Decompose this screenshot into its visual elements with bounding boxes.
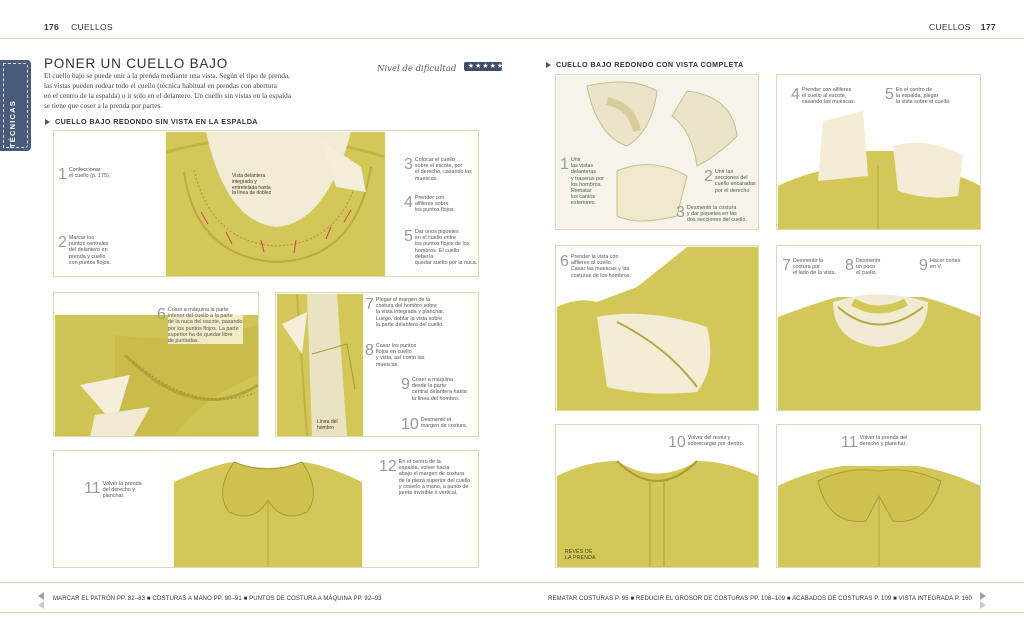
step-line: dos secciones del cuello.: [686, 217, 747, 224]
step-r11: [841, 435, 951, 450]
note-vista-delantera: [232, 174, 288, 197]
step-12: [379, 459, 479, 496]
note-line: Vista delantera: [232, 173, 266, 179]
step-line: en el cuello entre: [414, 235, 456, 242]
step-line: los cantos: [570, 194, 596, 201]
step-line: sobrecargar por dentro.: [687, 441, 745, 448]
step-line: y vista, así como las: [375, 355, 425, 362]
photo-collar-pinned: [166, 132, 385, 276]
step-number: 10: [401, 416, 419, 433]
right-section-heading-text: CUELLO BAJO REDONDO CON VISTA COMPLETA: [556, 60, 744, 69]
step-line: Prender la vista con: [570, 254, 619, 260]
top-rule: [0, 38, 1024, 39]
step-line: desde la parte: [411, 383, 447, 390]
step-r3: [676, 205, 759, 224]
step-6: [157, 307, 257, 344]
step-text: [930, 258, 961, 270]
step-text: [860, 435, 908, 447]
left-page-header: [44, 22, 113, 32]
step-line: el derecho, casando las: [414, 169, 472, 176]
tab-label: TÉCNICAS: [8, 100, 17, 148]
step-line: Volver del revés y: [687, 435, 731, 441]
right-page-header: [929, 22, 996, 32]
step-r8: [845, 258, 905, 277]
step-text: [688, 435, 744, 447]
step-line: el cuello al escote,: [801, 93, 847, 100]
step-1: [58, 167, 162, 182]
step-line: Unir: [570, 157, 581, 163]
step-line: Casar los puntos: [375, 343, 417, 349]
step-r6: [560, 254, 670, 279]
step-number: 6: [560, 253, 569, 270]
note-linea-hombro: [317, 420, 338, 432]
right-footer-links: [548, 596, 972, 602]
page-title: PONER UN CUELLO BAJO: [44, 56, 229, 71]
step-line: alfileres sobre: [414, 201, 449, 208]
photo-facing-fold: [277, 294, 363, 436]
step-number: 9: [919, 257, 928, 274]
footer-rule-top: [0, 582, 1024, 583]
footer-link[interactable]: MARCAR EL PATRÓN PP. 82–83: [53, 596, 146, 602]
step-r9: [919, 258, 981, 273]
step-line: alfileres al cuello.: [570, 260, 613, 267]
step-5: [404, 229, 478, 266]
step-text: [571, 254, 631, 279]
step-line: la línea del hombro.: [411, 395, 460, 402]
step-number: 8: [845, 257, 854, 274]
step-line: Hacer cortes: [929, 258, 961, 264]
left-section-heading-text: CUELLO BAJO REDONDO SIN VISTA EN LA ESPALDA: [55, 117, 258, 126]
step-line: central delantera hasta: [411, 389, 467, 396]
step-r5: [885, 87, 981, 106]
step-line: En el centro de la: [398, 459, 441, 465]
step-line: inferior del cuello a la parte: [167, 313, 233, 320]
step-line: muescas.: [414, 175, 438, 182]
step-line: de la pieza superior del cuello: [398, 477, 471, 484]
step-text: [399, 459, 470, 496]
right-page-number: 177: [980, 22, 996, 32]
step-4: [404, 195, 478, 214]
step-line: jareta invisible o vertical.: [398, 490, 458, 497]
step-text: [715, 169, 756, 194]
panel-r-step-6: [555, 245, 759, 411]
step-line: el cuello.: [855, 270, 878, 277]
intro-paragraph: [44, 71, 334, 111]
step-line: secciones del: [714, 175, 748, 182]
step-line: Casar las muescas y las: [570, 266, 630, 273]
footer-separator: ■: [146, 596, 153, 602]
left-running-head: CUELLOS: [71, 22, 113, 32]
note-line: LA PRENDA: [565, 554, 596, 561]
step-text: [802, 87, 855, 106]
next-page-arrow-icon[interactable]: [980, 601, 986, 609]
step-line: puntos centrales: [68, 241, 109, 248]
step-2: [58, 235, 162, 266]
note-line: Línea del: [317, 419, 338, 425]
footer-link[interactable]: VISTA INTEGRADA P. 160: [898, 596, 972, 602]
step-line: Prender con alfileres: [801, 87, 852, 93]
footer-separator: ■: [630, 596, 636, 602]
step-number: 9: [401, 376, 410, 393]
step-number: 11: [841, 434, 858, 451]
prev-page-arrow-icon[interactable]: [38, 601, 44, 609]
right-section-heading: [546, 60, 744, 69]
step-number: 2: [58, 234, 67, 251]
step-number: 11: [84, 480, 101, 497]
step-line: hombros. El cuello debería: [414, 247, 460, 260]
step-10: [401, 417, 479, 432]
step-number: 5: [404, 228, 413, 245]
note-line: entretelada hasta: [232, 184, 271, 191]
step-line: los puntos flojos.: [414, 207, 456, 214]
step-line: el lado de la vista.: [792, 270, 837, 277]
step-line: y dar piquetes en las: [686, 211, 737, 218]
step-line: la vista integrada y planchar.: [375, 309, 445, 316]
step-line: derecho y planchar.: [859, 441, 907, 448]
footer-separator: ■: [786, 596, 793, 602]
step-number: 5: [885, 86, 894, 103]
step-line: quedar suelto por la nuca.: [414, 260, 478, 267]
blouse-illustration: [174, 452, 362, 568]
step-line: margen de costura.: [420, 423, 468, 430]
step-line: Confeccionar: [68, 167, 101, 173]
footer-link[interactable]: REMATAR COSTURAS P. 95: [548, 596, 629, 602]
step-line: por los puntos flojos. La parte: [167, 325, 239, 332]
facing-illustration: [277, 294, 363, 436]
step-line: Desmentir la costura: [686, 205, 737, 211]
step-7: [365, 297, 478, 328]
step-line: los hombros.: [570, 181, 602, 188]
next-page-arrow-icon[interactable]: [980, 592, 986, 600]
step-line: Desmentir el: [420, 417, 452, 423]
panel-r-steps-4-5: [776, 74, 981, 230]
panel-r-step-11: [776, 424, 981, 568]
intro-line: las vistas pueden rodear todo el cuello (técnica habitual en prendas con abertura: [44, 81, 277, 90]
right-running-head: CUELLOS: [929, 22, 971, 32]
step-text: [415, 229, 478, 266]
intro-line: El cuello bajo se puede unir a la prenda mediante una vista. Según el tipo de prenda,: [44, 71, 290, 80]
note-line: la línea de doblez: [232, 190, 272, 197]
step-3: [404, 157, 478, 182]
footer-rule-bottom: [0, 612, 1024, 613]
step-text: [69, 235, 111, 266]
footer-separator: ■: [243, 596, 250, 602]
section-tab: [0, 60, 31, 151]
step-line: Plegar el margen de la: [375, 297, 431, 303]
panel-step-6: [53, 292, 259, 437]
step-r4: [791, 87, 871, 106]
step-line: y traseras por: [570, 175, 604, 182]
difficulty-badge: [464, 62, 505, 71]
step-8: [365, 343, 478, 368]
step-9: [401, 377, 479, 402]
step-number: 3: [676, 204, 685, 221]
step-number: 2: [704, 168, 713, 185]
step-r7: [782, 258, 846, 277]
note-line: REVÉS DE: [565, 549, 593, 555]
step-text: [103, 481, 142, 500]
step-line: el cuello (p. 175).: [68, 173, 111, 180]
footer-link[interactable]: PUNTOS DE COSTURA A MÁQUINA PP. 92–93: [249, 596, 382, 602]
panel-steps-11-12: [53, 450, 479, 568]
step-r2: [704, 169, 759, 194]
note-line: hombro: [317, 424, 334, 431]
step-line: la parte delantera del cuello.: [375, 321, 444, 328]
step-line: y coserlo a mano, a punto de: [398, 483, 469, 490]
step-r1: [560, 157, 612, 207]
step-line: delanteras: [570, 169, 597, 176]
step-text: [421, 417, 467, 429]
left-footer-links: [53, 596, 382, 602]
step-line: muescas.: [375, 361, 399, 368]
step-line: costura del hombro sobre: [375, 303, 438, 310]
difficulty-label: Nivel de dificultad: [377, 64, 457, 74]
step-line: superior ha de quedar libre: [167, 331, 233, 338]
step-line: Desmentir: [855, 258, 881, 264]
step-line: Luego, doblar la vista sobre: [375, 315, 443, 322]
step-number: 7: [782, 257, 791, 274]
step-line: planchar.: [102, 493, 125, 500]
step-line: Colocar el cuello: [414, 157, 455, 163]
step-number: 4: [404, 194, 413, 211]
step-text: [896, 87, 951, 106]
difficulty-stars: ★★★★★: [467, 63, 505, 71]
step-text: [415, 195, 455, 214]
step-text: [793, 258, 836, 277]
triangle-bullet-icon: [45, 119, 50, 125]
step-line: Prender con: [414, 195, 445, 201]
step-line: por el derecho.: [714, 187, 751, 194]
step-number: 12: [379, 458, 397, 475]
step-line: un poco: [855, 264, 876, 271]
step-number: 10: [668, 434, 686, 451]
step-number: 1: [560, 156, 569, 173]
step-line: prenda y cuello: [68, 253, 106, 260]
panel-steps-1-5: [53, 130, 479, 277]
step-line: con puntos flojos.: [68, 259, 111, 266]
step-line: Volver la prenda del: [859, 435, 908, 441]
step-line: Coser a máquina la parte: [167, 307, 229, 313]
step-number: 1: [58, 166, 67, 183]
left-section-heading: [45, 117, 258, 126]
step-line: abajo el margen de costura: [398, 471, 465, 478]
step-line: costura por: [792, 264, 820, 271]
step-line: espalda, volver hacia: [398, 465, 450, 472]
step-number: 4: [791, 86, 800, 103]
step-text: [376, 343, 425, 368]
step-line: Coser a máquina: [411, 377, 453, 383]
intro-line: en el centro de la espalda) o ir solo en el delantero. Un cuello sin vistas en la espalda: [44, 91, 291, 100]
panel-r-steps-7-9: [776, 245, 981, 411]
step-line: sobre el escote, por: [414, 163, 463, 170]
step-text: [856, 258, 881, 277]
step-text: [412, 377, 467, 402]
panel-r-step-10: [555, 424, 759, 568]
prev-page-arrow-icon[interactable]: [38, 592, 44, 600]
step-line: la vista sobre el cuello.: [895, 99, 951, 106]
step-line: de la nuca del escote, pasando: [167, 319, 243, 326]
step-number: 7: [365, 296, 374, 313]
step-line: los puntos flojos de los: [414, 241, 470, 248]
panel-steps-7-10: [275, 292, 479, 437]
step-text: [571, 157, 604, 207]
step-line: casando las muescas.: [801, 99, 856, 106]
step-line: Desmentir la: [792, 258, 824, 264]
panel-r-steps-1-3: [555, 74, 759, 230]
step-line: flojos en cuello: [375, 349, 412, 356]
step-line: en V.: [929, 264, 942, 271]
step-line: del derecho y: [102, 487, 135, 494]
step-text: [168, 307, 243, 344]
step-text: [687, 205, 747, 224]
difficulty-rating: [377, 58, 505, 76]
step-line: costuras de los hombros.: [570, 272, 632, 279]
step-line: cuello encaradas: [714, 181, 756, 188]
step-line: la espalda, plegar: [895, 93, 939, 100]
step-line: exteriores.: [570, 200, 597, 207]
note-line: integrada y: [232, 178, 257, 185]
footer-separator: ■: [893, 596, 899, 602]
step-text: [415, 157, 472, 182]
step-number: 6: [157, 306, 166, 323]
step-number: 8: [365, 342, 374, 359]
step-line: Unir las: [714, 169, 734, 175]
step-text: [376, 297, 444, 328]
collar-illustration: [166, 132, 385, 276]
step-line: Dar unos piquetes: [414, 229, 459, 235]
footer-link[interactable]: COSTURAS A MANO PP. 90–91: [152, 596, 242, 602]
intro-line: se tiene que coser a la prenda por partes.: [44, 101, 163, 110]
step-line: Marcar los: [68, 235, 95, 241]
step-11: [84, 481, 174, 500]
step-line: Rematar: [570, 188, 592, 195]
footer-link[interactable]: REDUCIR EL GROSOR DE COSTURAS PP. 108–109: [635, 596, 786, 602]
left-page-number: 176: [44, 22, 60, 32]
step-text: [69, 167, 110, 179]
step-number: 3: [404, 156, 413, 173]
note-reves-prenda: [565, 550, 596, 562]
step-r10: [668, 435, 759, 450]
step-line: del delantero en: [68, 247, 108, 254]
step-line: En el centro de: [895, 87, 933, 93]
footer-link[interactable]: ACABADOS DE COSTURAS P. 109: [792, 596, 892, 602]
triangle-bullet-icon: [546, 62, 551, 68]
step-line: de puntadas.: [167, 338, 200, 345]
step-line: Volver la prenda: [102, 481, 142, 487]
photo-finished-blouse: [174, 452, 362, 568]
step-line: las vistas: [570, 163, 594, 170]
